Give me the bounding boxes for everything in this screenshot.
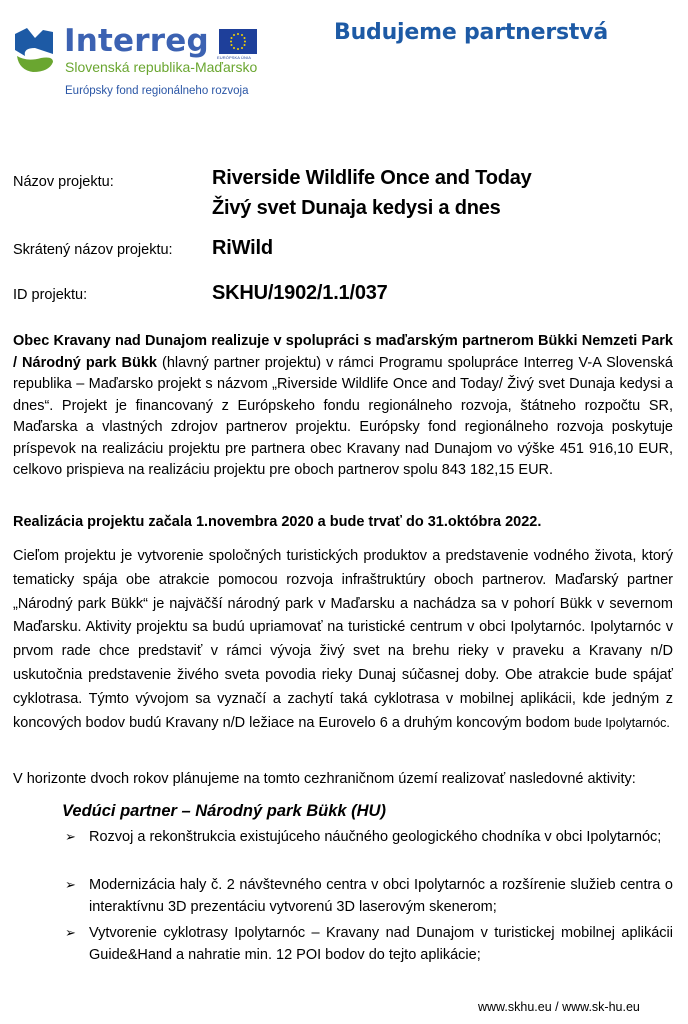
short-name-label: Skrátený názov projektu: — [13, 242, 173, 258]
footer-links[interactable]: www.skhu.eu / www.sk-hu.eu — [478, 1000, 640, 1014]
activity-item — [65, 874, 673, 918]
project-id-label: ID projektu: — [13, 287, 88, 303]
project-name-line1: Riverside Wildlife Once and Today — [212, 167, 532, 189]
intro-paragraph — [13, 331, 673, 482]
interreg-logo-text: Interreg — [64, 23, 209, 59]
project-name-label: Názov projektu: — [13, 174, 114, 190]
project-id-value: SKHU/1902/1.1/037 — [212, 282, 388, 304]
intro-text: (hlavný partner projektu) v rámci Programu spolupráce Interreg V-A Slovenská republika – Maďarsko projekt s názvom „Riverside Wildlife Once and Today/ Živý svet Dunaja kedysi a dnes“. Projekt je financovaný z Európskeho fondu regionálneho rozvoja, štátneho rozpočtu SR, Maďarska a vlastných zdrojov partnerov projektu. Európsky fond regionálneho rozvoja poskytuje príspevok na realizáciu projektu pre partnera obec Kravany nad Dunajom vo výške 451 916,10 EUR, celkovo prispieva na realizáciu projektu pre oboch partnerov spolu 843 182,15 EUR. — [13, 354, 673, 478]
interreg-logo-mark — [13, 26, 55, 74]
goal-paragraph — [13, 545, 673, 735]
timeline: Realizácia projektu začala 1.novembra 2020 a bude trvať do 31.októbra 2022. — [13, 514, 542, 530]
activity-text: Vytvorenie cyklotrasy Ipolytarnóc – Kravany nad Dunajom v turistickej mobilnej aplikácii Guide&Hand a nahratie min. 12 POI bodov do tejto aplikácie; — [89, 925, 673, 963]
arrow-bullet-icon: ➢ — [65, 925, 76, 940]
activity-text: Rozvoj a rekonštrukcia existujúceho náučného geologického chodníka v obci Ipolytarnóc; — [89, 829, 662, 845]
short-name-value: RiWild — [212, 237, 273, 259]
activity-text: Modernizácia haly č. 2 návštevného centra v obci Ipolytarnóc a rozšírenie služieb centra o interaktívnu 3D prezentáciu vytvorenú 3D laserovým skenerom; — [89, 877, 673, 915]
goal-text-end: bude Ipolytarnóc. — [573, 715, 670, 730]
arrow-bullet-icon: ➢ — [65, 829, 76, 844]
project-name-line2: Živý svet Dunaja kedysi a dnes — [212, 197, 501, 219]
horizon-text: V horizonte dvoch rokov plánujeme na tomto cezhraničnom území realizovať nasledovné aktivity: — [13, 771, 636, 787]
fund-line: Európsky fond regionálneho rozvoja — [65, 85, 249, 97]
slogan: Budujeme partnerstvá — [334, 20, 608, 45]
goal-text: Cieľom projektu je vytvorenie spoločných turistických produktov a predstavenie vodného života, ktorý tematicky spája obe atrakcie pomocou rozvoja infraštruktúry oboch partnerov. Maďarský partner „Národný park Bükk“ je najväčší národný park v Maďarsku a nachádza sa v pohorí Bükk v severnom Maďarsku. Aktivity projektu sa budú upriamovať na turistické centrum v obci Ipolytarnóc. Ipolytarnóc v prvom rade chce predstaviť v rámci vývoja živý svet na brehu rieky v praveku a Kravany n/D uskutočnia predstavenie živého sveta povodia rieky Dunaj súčasnej doby. Obe atrakcie bude spájať cyklotrasa. Týmto vývojom sa vyznačí a zachytí taká cyklotrasa v mobilnej aplikácii, kde jedným z koncových bodov budú Kravany n/D ležiace na Eurovelo 6 a druhým koncovým bodom — [13, 548, 673, 731]
logo-subtitle: Slovenská republika-Maďarsko — [65, 59, 258, 75]
activity-item — [65, 922, 673, 966]
lead-partner-title: Vedúci partner – Národný park Bükk (HU) — [62, 802, 386, 820]
eu-flag-icon — [219, 29, 257, 54]
arrow-bullet-icon: ➢ — [65, 877, 76, 892]
activity-item — [65, 826, 673, 848]
eu-caption: EURÓPSKA ÚNIA — [217, 55, 251, 60]
intro-bold: Obec Kravany nad Dunajom realizuje v spolupráci s maďarským partnerom Bükki Nemzeti Park / Národný park Bükk — [13, 333, 673, 371]
